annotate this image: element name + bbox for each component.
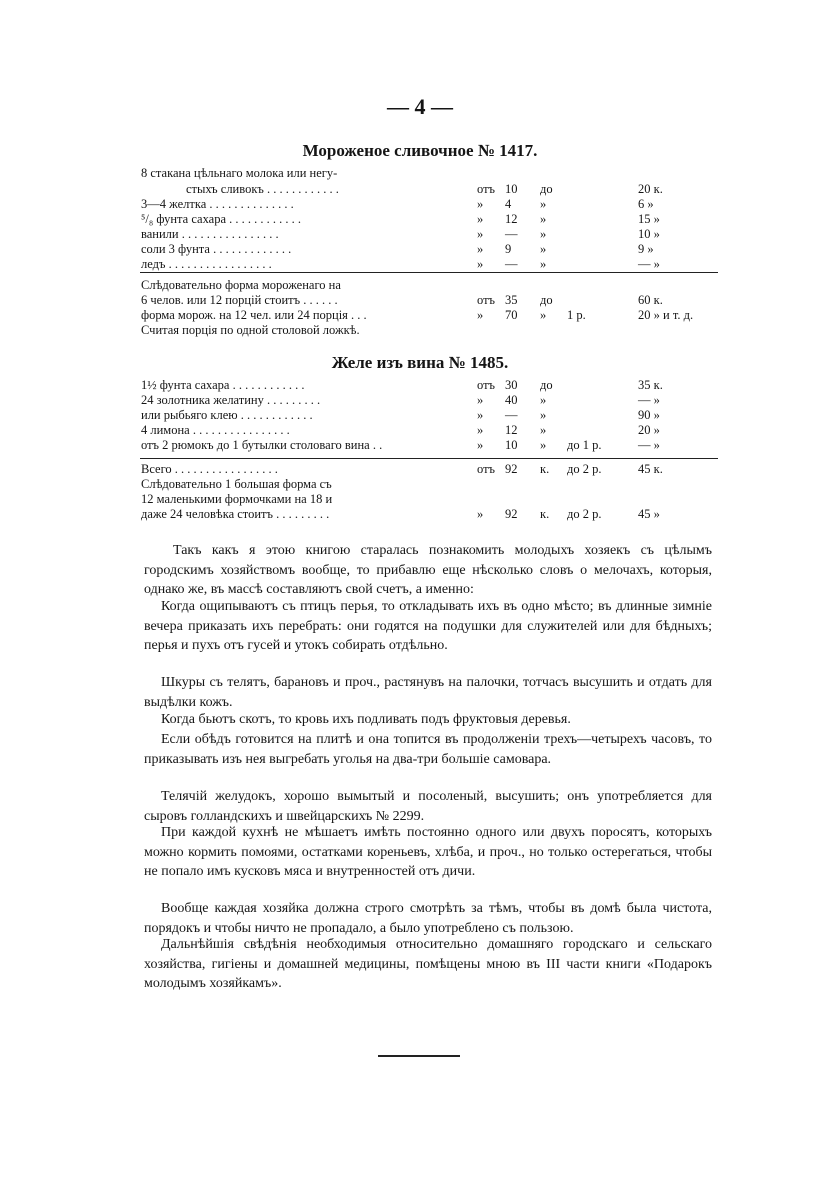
cell-a: 92	[505, 462, 518, 476]
cell-name: соли 3 фунта . . . . . . . . . . . . .	[141, 242, 292, 256]
cell-from: отъ	[477, 182, 496, 196]
cell-from: »	[477, 423, 484, 437]
cell-a: 12	[505, 423, 518, 437]
table-row	[0, 181, 840, 197]
table-row	[0, 461, 840, 477]
cell-from: »	[477, 408, 484, 422]
table-row	[0, 307, 840, 323]
cell-c: 15 »	[638, 212, 660, 226]
cell-name: или рыбьяго клею . . . . . . . . . . . .	[141, 408, 313, 422]
table-row	[0, 491, 840, 507]
cell-name: 6 челов. или 12 порцій стоитъ . . . . . .	[141, 293, 338, 307]
cell-a: 4	[505, 197, 512, 211]
cell-a: 30	[505, 378, 518, 392]
cell-a: 70	[505, 308, 518, 322]
table-row	[0, 256, 840, 272]
cell-from: »	[477, 507, 484, 521]
cell-c: — »	[638, 393, 660, 407]
cell-c: 45 к.	[638, 462, 663, 476]
paragraph: Когда ощипываютъ съ птицъ перья, то откладывать ихъ въ одно мѣсто; въ длинные зимніе вечера приказать ихъ перебрать: они годятся на подушки для служителей или для бѣдныхъ; перья и пухъ отъ гусей и утокъ собирать отдѣльно.	[144, 599, 712, 654]
table-row	[0, 506, 840, 522]
table-row	[0, 211, 840, 227]
cell-name: Считая порція по одной столовой ложкѣ.	[141, 323, 360, 337]
cell-to: »	[540, 393, 547, 407]
table-row	[0, 437, 840, 453]
paragraph: Шкуры съ телятъ, барановъ и проч., растянувъ на палочки, тотчасъ высушить и отдать для выдѣлки кожъ.	[144, 675, 712, 710]
cell-from: »	[477, 227, 484, 241]
cell-name: Слѣдовательно 1 большая форма съ	[141, 477, 332, 491]
cell-a: 9	[505, 242, 512, 256]
cell-a: 35	[505, 293, 518, 307]
paragraph: Дальнѣйшія свѣдѣнія необходимыя относительно домашняго городскаго и сельскаго хозяйства, гигіены и домашней медицины, помѣщены мною въ III части книги «Подарокъ молодымъ хозяйкамъ».	[144, 937, 712, 992]
cell-from: »	[477, 197, 484, 211]
cell-from: »	[477, 242, 484, 256]
cell-a: 92	[505, 507, 518, 521]
cell-name: 24 золотника желатину . . . . . . . . .	[141, 393, 321, 407]
cell-from: »	[477, 257, 484, 271]
cell-c: 9 »	[638, 242, 654, 256]
cell-to: »	[540, 438, 547, 452]
cell-name: стыхъ сливокъ . . . . . . . . . . . .	[186, 182, 339, 196]
cell-a: —	[505, 408, 518, 422]
cell-from: отъ	[477, 378, 496, 392]
cell-c: 20 »	[638, 423, 660, 437]
cell-a: —	[505, 257, 518, 271]
cell-c: — »	[638, 438, 660, 452]
table-row	[0, 392, 840, 408]
table-row	[0, 292, 840, 308]
cell-from: отъ	[477, 293, 496, 307]
cell-from: »	[477, 438, 484, 452]
cell-name: ванили . . . . . . . . . . . . . . . .	[141, 227, 279, 241]
cell-from: »	[477, 393, 484, 407]
cell-c: 35 к.	[638, 378, 663, 392]
table-divider	[140, 272, 718, 273]
page-number: — 4 —	[387, 94, 453, 119]
cell-c: 90 »	[638, 408, 660, 422]
table-row	[0, 241, 840, 257]
cell-from: »	[477, 212, 484, 226]
cell-name: 3—4 желтка . . . . . . . . . . . . . .	[141, 197, 294, 211]
cell-to: »	[540, 197, 547, 211]
cell-a: 10	[505, 182, 518, 196]
table-row	[0, 277, 840, 293]
cell-b: 1 р.	[567, 308, 586, 322]
cell-a: 10	[505, 438, 518, 452]
cell-name: 4 лимона . . . . . . . . . . . . . . . .	[141, 423, 290, 437]
table-row	[0, 476, 840, 492]
cell-to: до	[540, 378, 553, 392]
paragraph: Вообще каждая хозяйка должна строго смотрѣть за тѣмъ, чтобы въ домѣ была чистота, порядокъ и чтобы ничто не пропадало, а было употреблено съ пользою.	[144, 901, 712, 936]
cell-name: 12 маленькими формочками на 18 и	[141, 492, 333, 506]
table-row	[0, 226, 840, 242]
cell-to: к.	[540, 462, 550, 476]
cell-name: даже 24 человѣка стоитъ . . . . . . . . .	[141, 507, 330, 521]
cell-to: »	[540, 308, 547, 322]
cell-to: до	[540, 293, 553, 307]
table-row	[0, 407, 840, 423]
end-rule	[378, 1055, 460, 1057]
cell-from: отъ	[477, 462, 496, 476]
cell-c: 6 »	[638, 197, 654, 211]
cell-a: 12	[505, 212, 518, 226]
table-divider	[140, 458, 718, 459]
cell-a: 40	[505, 393, 518, 407]
cell-to: »	[540, 408, 547, 422]
cell-to: »	[540, 242, 547, 256]
cell-c: 20 » и т. д.	[638, 308, 694, 322]
cell-to: »	[540, 212, 547, 226]
table-row	[0, 322, 840, 338]
cell-c: 60 к.	[638, 293, 663, 307]
table-row	[0, 196, 840, 212]
paragraph: Когда бьютъ скотъ, то кровь ихъ подливать подъ фруктовыя деревья.	[161, 712, 571, 727]
cell-c: 10 »	[638, 227, 660, 241]
cell-from: »	[477, 308, 484, 322]
cell-c: 45 »	[638, 507, 660, 521]
cell-name: форма морож. на 12 чел. или 24 порція . . .	[141, 308, 367, 322]
cell-b: до 2 р.	[567, 462, 602, 476]
cell-to: к.	[540, 507, 550, 521]
table-row	[0, 377, 840, 393]
cell-c: 20 к.	[638, 182, 663, 196]
cell-name: отъ 2 рюмокъ до 1 бутылки столоваго вина . .	[141, 438, 383, 452]
cell-a: —	[505, 227, 518, 241]
cell-name: Слѣдовательно форма мороженаго на	[141, 278, 341, 292]
cell-to: »	[540, 257, 547, 271]
recipe-title-wine-jelly: Желе изъ вина № 1485.	[331, 353, 509, 372]
cell-name: 1½ фунта сахара . . . . . . . . . . . .	[141, 378, 305, 392]
cell-to: до	[540, 182, 553, 196]
paragraph: Если обѣдъ готовится на плитѣ и она топится въ продолженіи трехъ—четырехъ часовъ, то приказывать изъ нея выгребать уголья на два-три большіе самовара.	[144, 732, 712, 767]
recipe-title-ice-cream: Мороженое сливочное № 1417.	[302, 141, 538, 160]
paragraph: Такъ какъ я этою книгою старалась познакомить молодыхъ хозяекъ съ цѣлымъ городскимъ хозяйствомъ вообще, то прибавлю еще нѣсколько словъ о мелочахъ, которыя, однако же, въ массѣ составляютъ свой счетъ, а именно:	[144, 543, 712, 598]
cell-b: до 2 р.	[567, 507, 602, 521]
cell-c: — »	[638, 257, 660, 271]
paragraph: При каждой кухнѣ не мѣшаетъ имѣть постоянно одного или двухъ поросятъ, которыхъ можно кормить помоями, остатками кореньевъ, хлѣба, и проч., но только остерегаться, чтобы не попало имъ кусковъ мяса и внутренностей отъ дичи.	[144, 825, 712, 880]
cell-to: »	[540, 423, 547, 437]
cell-b: до 1 р.	[567, 438, 602, 452]
cell-to: »	[540, 227, 547, 241]
cell-name: 8 стакана цѣльнаго молока или негу-	[141, 166, 338, 180]
paragraph: Телячій желудокъ, хорошо вымытый и посоленый, высушить; онъ употребляется для сыровъ голландскихъ и швейцарскихъ № 2299.	[144, 789, 712, 824]
cell-name: Всего . . . . . . . . . . . . . . . . .	[141, 462, 278, 476]
table-row	[0, 422, 840, 438]
cell-name: ⁵/₈ фунта сахара . . . . . . . . . . . .	[141, 212, 302, 226]
table-row	[0, 165, 840, 181]
cell-name: ледъ . . . . . . . . . . . . . . . . .	[141, 257, 272, 271]
